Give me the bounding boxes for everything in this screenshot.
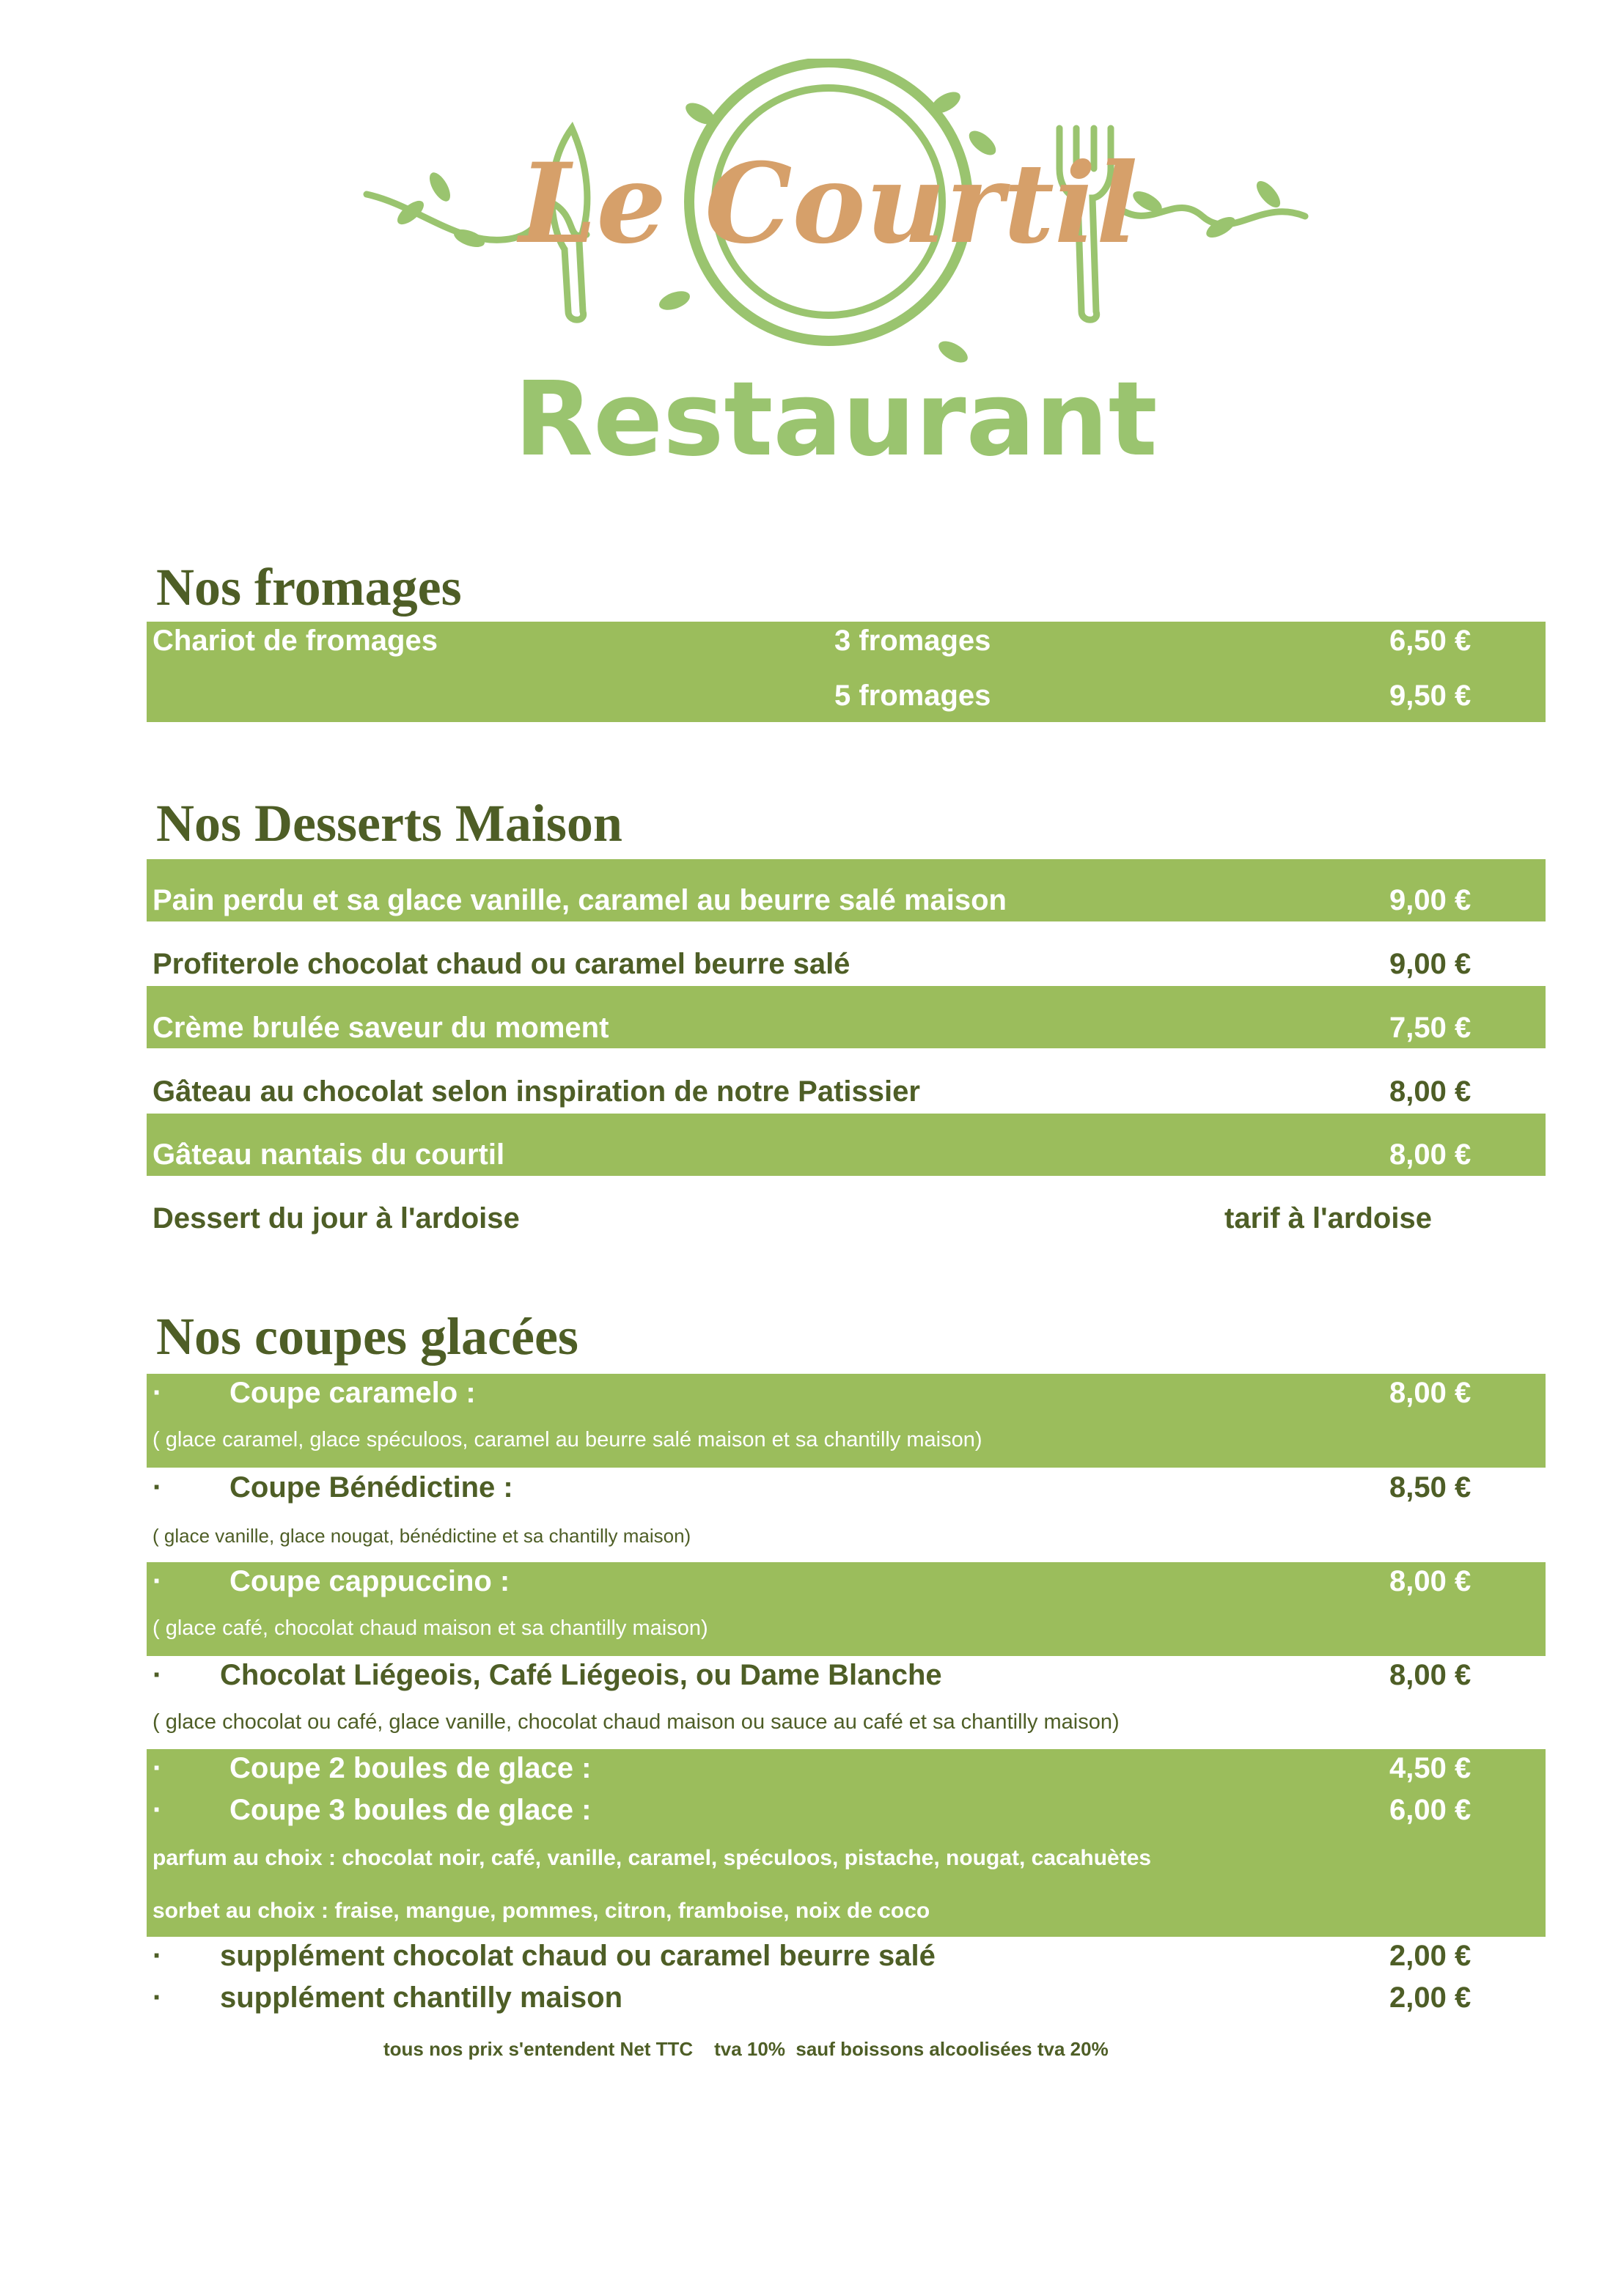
dessert-price: 9,00 € bbox=[1389, 948, 1471, 980]
parfum-list: parfum au choix : chocolat noir, café, vanille, caramel, spéculoos, pistache, nougat, cacahuètes bbox=[153, 1846, 1152, 1870]
coupe-price: 8,00 € bbox=[1389, 1565, 1471, 1597]
supplement-name: supplément chocolat chaud ou caramel beurre salé bbox=[220, 1940, 936, 1972]
dessert-name: Dessert du jour à l'ardoise bbox=[153, 1202, 520, 1235]
fromages-qty-2: 5 fromages bbox=[834, 680, 991, 712]
coupe-price: 8,00 € bbox=[1389, 1659, 1471, 1691]
dessert-row bbox=[147, 1001, 1546, 1060]
price-footnote: tous nos prix s'entendent Net TTC tva 10% sauf boissons alcoolisées tva 20% bbox=[383, 2038, 1109, 2060]
dessert-name: Pain perdu et sa glace vanille, caramel au beurre salé maison bbox=[153, 884, 1007, 916]
fromages-qty-1: 3 fromages bbox=[834, 625, 991, 657]
dessert-price: 9,00 € bbox=[1389, 884, 1471, 916]
dessert-row bbox=[147, 1065, 1546, 1124]
section-title-desserts: Nos Desserts Maison bbox=[156, 794, 622, 853]
coupe-name: Chocolat Liégeois, Café Liégeois, ou Dame Blanche bbox=[220, 1659, 942, 1691]
dessert-name: Gâteau nantais du courtil bbox=[153, 1138, 505, 1171]
coupe-price: 8,50 € bbox=[1389, 1471, 1471, 1504]
bullet: · bbox=[153, 1659, 163, 1691]
fromages-price-2: 9,50 € bbox=[1389, 680, 1471, 712]
bullet: · bbox=[153, 1940, 163, 1972]
logo-subtitle: Restaurant bbox=[514, 360, 1158, 469]
bullet: · bbox=[153, 1982, 163, 2014]
section-title-coupes: Nos coupes glacées bbox=[156, 1307, 578, 1366]
dessert-row bbox=[147, 938, 1546, 996]
coupe-item bbox=[147, 1659, 1546, 1747]
coupe-desc: ( glace vanille, glace nougat, bénédictine et sa chantilly maison) bbox=[153, 1525, 691, 1547]
supplements bbox=[147, 1940, 1546, 2028]
dessert-row bbox=[147, 1192, 1546, 1251]
dessert-name: Gâteau au chocolat selon inspiration de notre Patissier bbox=[153, 1075, 920, 1108]
fromages-row-2 bbox=[147, 669, 1546, 728]
bullet: · bbox=[153, 1752, 163, 1784]
section-title-fromages: Nos fromages bbox=[156, 558, 462, 617]
coupe-desc: ( glace café, chocolat chaud maison et sa chantilly maison) bbox=[153, 1616, 708, 1640]
supplement-price: 2,00 € bbox=[1389, 1940, 1471, 1972]
sorbet-list: sorbet au choix : fraise, mangue, pommes, citron, framboise, noix de coco bbox=[153, 1899, 930, 1923]
boule-price: 4,50 € bbox=[1389, 1752, 1471, 1784]
coupe-item bbox=[147, 1565, 1546, 1653]
bullet: · bbox=[153, 1565, 163, 1597]
bullet: · bbox=[153, 1377, 163, 1409]
logo-wordmark: Le Courtil bbox=[519, 139, 1138, 268]
coupe-item bbox=[147, 1377, 1546, 1465]
bullet: · bbox=[153, 1471, 163, 1504]
right-vine bbox=[1114, 205, 1305, 224]
dessert-price-ardoise: tarif à l'ardoise bbox=[1224, 1202, 1432, 1235]
supplement-name: supplément chantilly maison bbox=[220, 1982, 623, 2014]
dessert-name: Crème brulée saveur du moment bbox=[153, 1012, 609, 1044]
dessert-price: 8,00 € bbox=[1389, 1138, 1471, 1171]
boule-name: Coupe 3 boules de glace : bbox=[229, 1794, 592, 1826]
dessert-name: Profiterole chocolat chaud ou caramel beurre salé bbox=[153, 948, 850, 980]
coupe-price: 8,00 € bbox=[1389, 1377, 1471, 1409]
coupe-desc: ( glace chocolat ou café, glace vanille, chocolat chaud maison ou sauce au café et sa chantilly maison) bbox=[153, 1710, 1120, 1734]
boules-block bbox=[147, 1752, 1546, 1935]
fromages-name: Chariot de fromages bbox=[153, 625, 438, 657]
dessert-row bbox=[147, 874, 1546, 932]
boule-name: Coupe 2 boules de glace : bbox=[229, 1752, 592, 1784]
coupe-desc: ( glace caramel, glace spéculoos, caramel au beurre salé maison et sa chantilly maison) bbox=[153, 1428, 982, 1451]
bullet: · bbox=[153, 1794, 163, 1826]
dessert-row bbox=[147, 1128, 1546, 1187]
dessert-price: 7,50 € bbox=[1389, 1012, 1471, 1044]
supplement-price: 2,00 € bbox=[1389, 1982, 1471, 2014]
boule-price: 6,00 € bbox=[1389, 1794, 1471, 1826]
coupe-name: Coupe cappuccino : bbox=[229, 1565, 510, 1597]
restaurant-logo bbox=[359, 59, 1312, 469]
coupe-name: Coupe caramelo : bbox=[229, 1377, 476, 1409]
fromages-price-1: 6,50 € bbox=[1389, 625, 1471, 657]
coupe-item bbox=[147, 1471, 1546, 1559]
dessert-price: 8,00 € bbox=[1389, 1075, 1471, 1108]
fromages-row-1 bbox=[147, 614, 1546, 673]
coupe-name: Coupe Bénédictine : bbox=[229, 1471, 513, 1504]
